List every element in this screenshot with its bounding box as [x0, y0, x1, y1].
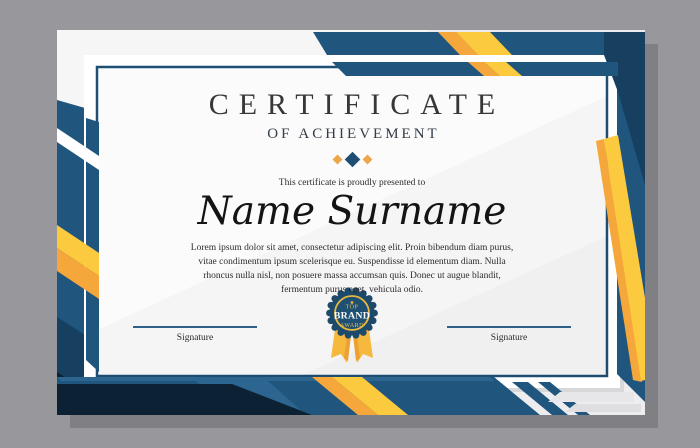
layered-sheet-edge — [548, 392, 634, 402]
layered-sheet-edge-2 — [565, 404, 641, 412]
signature-line — [133, 326, 257, 328]
certificate-content — [97, 67, 607, 376]
diamond-large-icon — [344, 152, 360, 168]
certificate-subtitle: OF ACHIEVEMENT — [267, 126, 440, 142]
signature-block-left — [133, 326, 257, 343]
diamond-small-icon — [332, 154, 342, 164]
signature-label: Signature — [176, 333, 214, 343]
badge-bottom-label: AWARD — [339, 323, 365, 329]
badge-middle-label: BRAND — [333, 310, 371, 322]
presented-line: This certificate is proudly presented to — [278, 178, 426, 188]
signature-label: Signature — [490, 333, 528, 343]
badge-top-label: TOP — [345, 304, 359, 311]
signature-line — [447, 326, 571, 328]
diamond-small-icon — [362, 154, 372, 164]
signature-block-right — [447, 326, 571, 343]
diamond-separator — [97, 152, 607, 165]
certificate-body-text: Lorem ipsum dolor sit amet, consectetur adipiscing elit. Proin bibendum diam purus, vitae condimentum ipsum scelerisque eu. Suspendisse id elementum diam. Nulla rhoncus nulla nisl, non posuere massa accumsan quis. Donec ut augue blandit, fermentum purus eget, vehicula odio. — [190, 243, 514, 295]
certificate-title: CERTIFICATE — [208, 88, 506, 121]
bottom-accent-band — [57, 377, 540, 415]
recipient-name: Name Surname — [197, 189, 507, 234]
